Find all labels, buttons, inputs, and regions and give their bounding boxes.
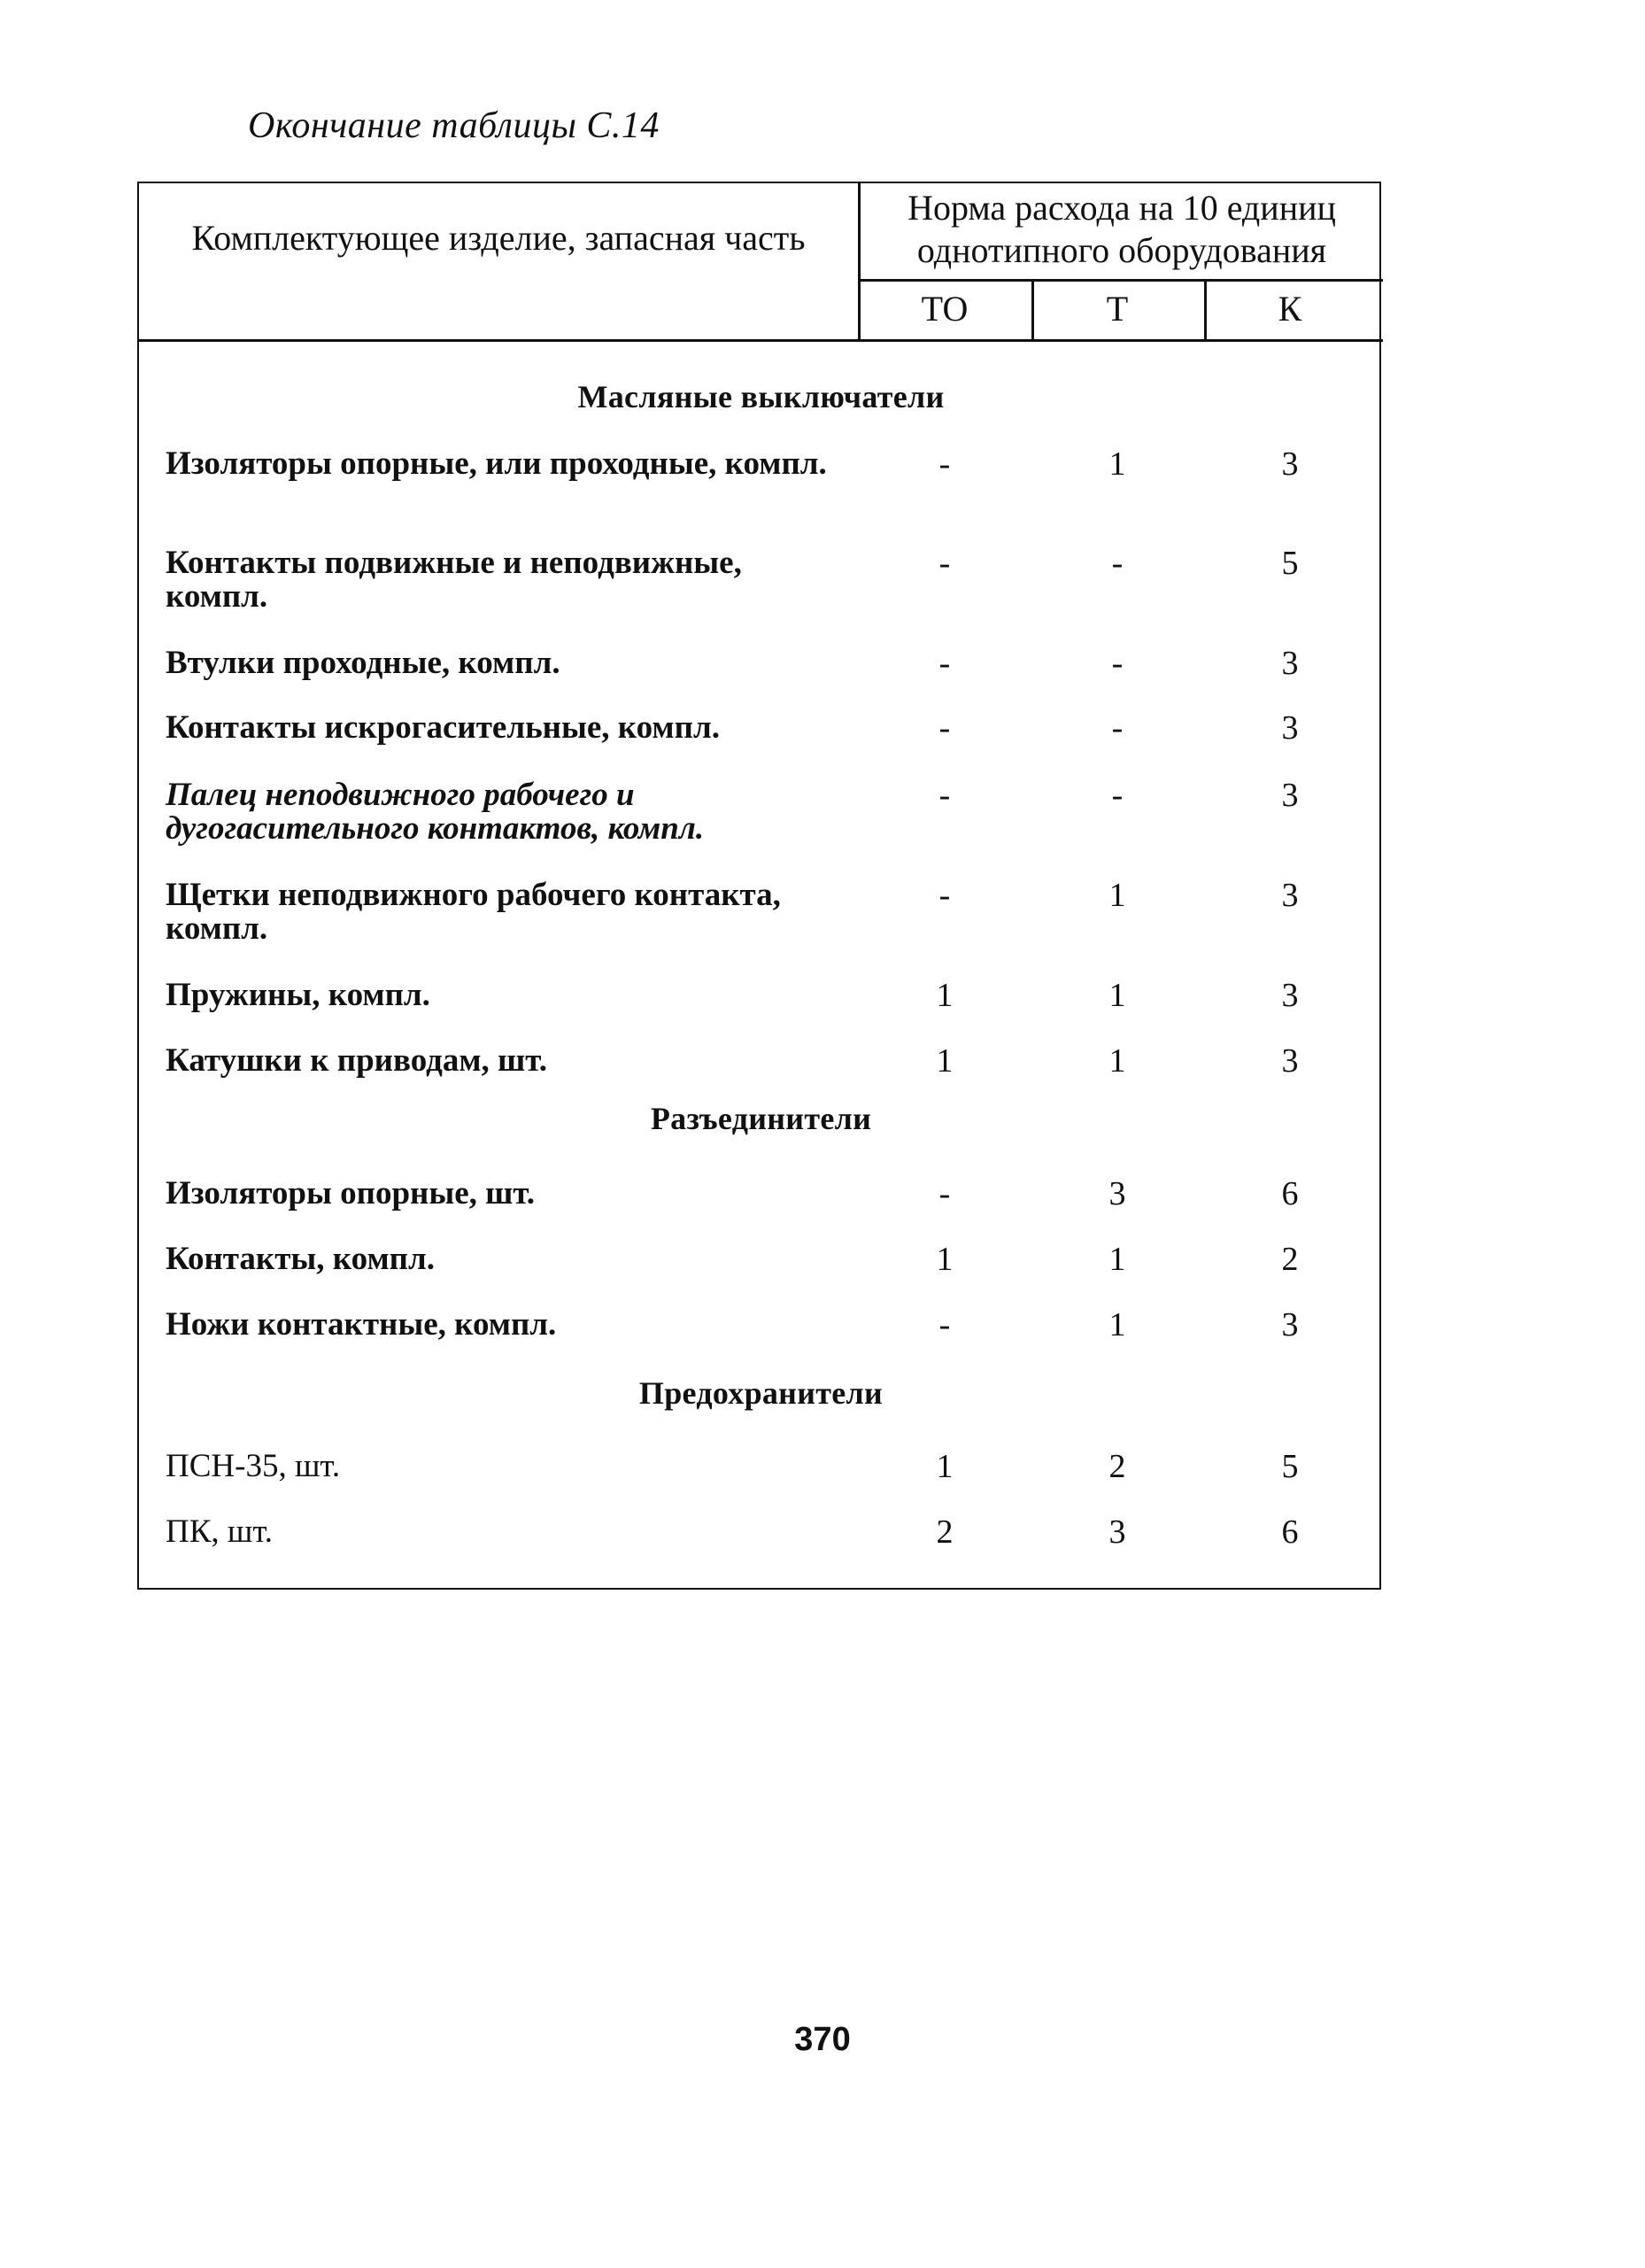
section-title-disconnectors: Разъединители bbox=[650, 1101, 872, 1136]
row-t: 1 bbox=[1108, 445, 1126, 483]
row-to: - bbox=[938, 545, 951, 582]
row-k: 3 bbox=[1281, 1042, 1299, 1080]
row-k: 3 bbox=[1281, 709, 1299, 747]
row-k: 3 bbox=[1281, 645, 1299, 682]
row-to: 1 bbox=[936, 977, 954, 1014]
row-k: 5 bbox=[1281, 1448, 1299, 1485]
row-k: 6 bbox=[1281, 1175, 1299, 1212]
row-t: 1 bbox=[1108, 877, 1126, 914]
row-t: 1 bbox=[1108, 1241, 1126, 1278]
row-t: - bbox=[1111, 777, 1124, 814]
header-col-k: К bbox=[1278, 289, 1302, 329]
row-name: Контакты подвижные и неподвижные, компл. bbox=[166, 545, 742, 615]
row-name: ПК, шт. bbox=[166, 1513, 274, 1550]
header-bottom-line bbox=[139, 339, 1383, 342]
row-name: Пружины, компл. bbox=[166, 977, 430, 1013]
row-name: Щетки неподвижного рабочего контакта, компл. bbox=[166, 877, 781, 947]
row-t: 1 bbox=[1108, 977, 1126, 1014]
header-col-t: Т bbox=[1106, 289, 1129, 329]
row-k: 3 bbox=[1281, 877, 1299, 914]
row-name: Катушки к приводам, шт. bbox=[166, 1042, 547, 1079]
row-name: Палец неподвижного рабочего и дугогасительного контактов, компл. bbox=[166, 777, 705, 847]
row-to: - bbox=[938, 877, 951, 914]
row-t: 3 bbox=[1108, 1175, 1126, 1212]
row-k: 6 bbox=[1281, 1513, 1299, 1551]
table-caption: Окончание таблицы С.14 bbox=[248, 105, 660, 146]
spare-parts-table bbox=[137, 182, 1381, 1590]
row-name: Втулки проходные, компл. bbox=[166, 645, 560, 681]
row-name: Контакты искрогасительные, компл. bbox=[166, 709, 720, 746]
section-title-fuses: Предохранители bbox=[638, 1375, 884, 1411]
header-subdivider bbox=[858, 279, 1383, 282]
row-name: ПСН-35, шт. bbox=[166, 1448, 341, 1484]
row-t: 1 bbox=[1108, 1306, 1126, 1343]
row-to: - bbox=[938, 1175, 951, 1212]
header-col-to: ТО bbox=[921, 289, 969, 329]
header-norm-label: Норма расхода на 10 единиц однотипного оборудования bbox=[907, 188, 1336, 270]
row-name: Изоляторы опорные, или проходные, компл. bbox=[166, 445, 827, 482]
row-to: - bbox=[938, 777, 951, 814]
row-k: 3 bbox=[1281, 1306, 1299, 1343]
row-to: 1 bbox=[936, 1042, 954, 1080]
row-to: 2 bbox=[936, 1513, 954, 1551]
row-k: 3 bbox=[1281, 445, 1299, 483]
row-t: 1 bbox=[1108, 1042, 1126, 1080]
row-to: 1 bbox=[936, 1241, 954, 1278]
row-t: 3 bbox=[1108, 1513, 1126, 1551]
row-k: 5 bbox=[1281, 545, 1299, 582]
row-to: - bbox=[938, 645, 951, 682]
page-number: 370 bbox=[794, 2021, 851, 2058]
section-title-oil-switches: Масляные выключатели bbox=[577, 379, 945, 414]
header-item-label: Комплектующее изделие, запасная часть bbox=[191, 218, 806, 258]
row-name: Контакты, компл. bbox=[166, 1241, 435, 1277]
row-name: Изоляторы опорные, шт. bbox=[166, 1175, 536, 1211]
row-t: 2 bbox=[1108, 1448, 1126, 1485]
row-k: 2 bbox=[1281, 1241, 1299, 1278]
row-to: - bbox=[938, 1306, 951, 1343]
row-to: - bbox=[938, 445, 951, 483]
row-name: Ножи контактные, компл. bbox=[166, 1306, 557, 1343]
row-to: 1 bbox=[936, 1448, 954, 1485]
row-to: - bbox=[938, 709, 951, 747]
row-t: - bbox=[1111, 545, 1124, 582]
row-k: 3 bbox=[1281, 777, 1299, 814]
row-t: - bbox=[1111, 709, 1124, 747]
row-k: 3 bbox=[1281, 977, 1299, 1014]
row-t: - bbox=[1111, 645, 1124, 682]
